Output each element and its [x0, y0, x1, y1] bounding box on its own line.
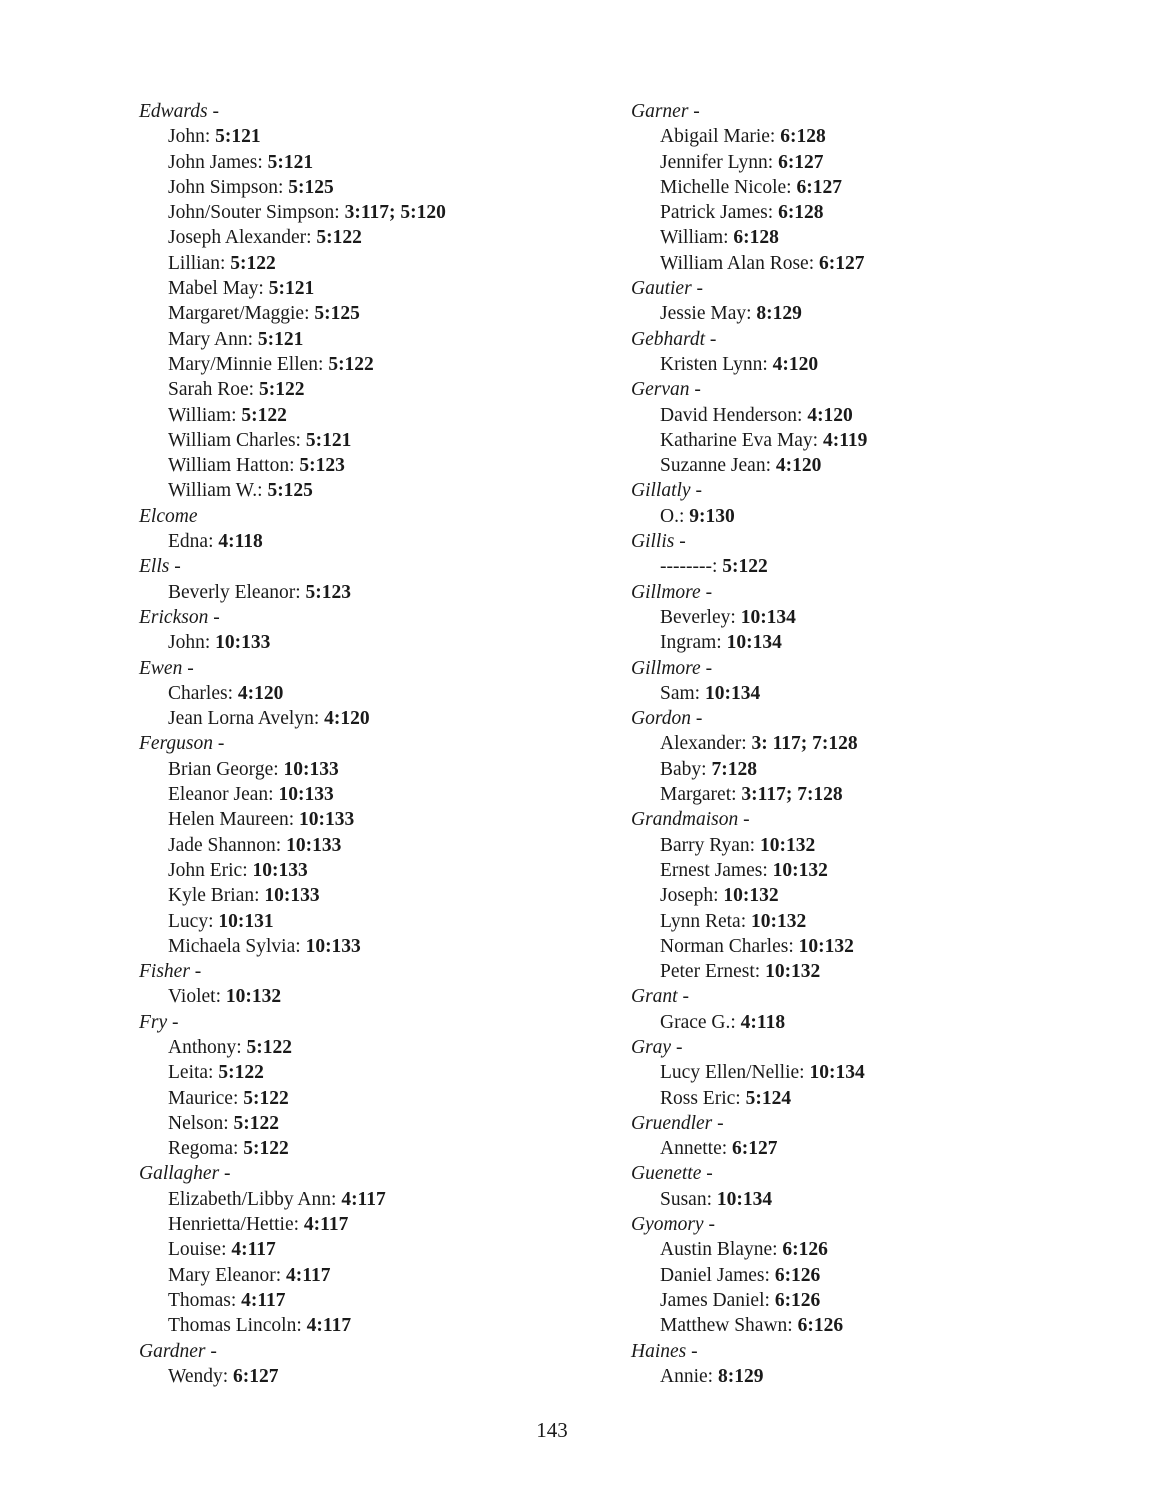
index-entry: [139, 1288, 619, 1313]
entry-name: Ingram:: [660, 632, 727, 654]
entry-name: Matthew Shawn:: [660, 1315, 798, 1337]
entry-reference: 10:132: [798, 935, 854, 957]
entry-name: Violet:: [168, 986, 226, 1008]
index-entry: [631, 1364, 1111, 1389]
index-entry: [631, 833, 1111, 858]
index-entry: [631, 428, 1111, 453]
index-entry: [631, 630, 1111, 655]
entry-reference: 4:120: [775, 455, 822, 477]
index-entry: [139, 706, 619, 731]
page-number: 143: [536, 1418, 568, 1442]
index-entry: [139, 630, 619, 655]
entry-reference: 4:120: [772, 353, 819, 375]
entry-name: John Eric:: [168, 859, 253, 881]
entry-name: Margaret/Maggie:: [168, 303, 315, 325]
entry-reference: 10:132: [759, 834, 816, 856]
surname-heading: Edwards -: [139, 101, 219, 122]
entry-reference: 5:122: [243, 1138, 289, 1160]
entry-reference: 5:122: [230, 252, 276, 274]
entry-name: Wendy:: [168, 1365, 234, 1387]
entry-reference: 10:133: [278, 784, 334, 806]
entry-reference: 10:133: [215, 632, 271, 654]
index-entry: [139, 1212, 619, 1237]
surname-heading: Gallagher -: [139, 1163, 231, 1185]
index-entry: [631, 1237, 1111, 1262]
index-entry: [631, 453, 1111, 478]
index-entry: [139, 352, 619, 377]
surname-heading: Fry -: [139, 1011, 179, 1033]
entry-name: Joseph Alexander:: [168, 227, 317, 249]
index-entry: [631, 1060, 1111, 1085]
entry-name: Daniel James:: [660, 1264, 775, 1286]
entry-reference: 4:120: [807, 404, 853, 426]
entry-name: --------:: [660, 556, 723, 578]
index-entry: [631, 1288, 1111, 1313]
entry-name: Abigail Marie:: [660, 126, 781, 148]
entry-reference: 6:127: [778, 151, 824, 173]
index-entry: [139, 1364, 619, 1389]
surname-heading: Ells -: [139, 556, 181, 578]
surname-heading: Gillatly -: [631, 480, 702, 502]
index-entry: [139, 1035, 619, 1060]
entry-reference: 6:127: [233, 1365, 279, 1387]
entry-reference: 4:117: [241, 1289, 286, 1311]
entry-name: Thomas Lincoln:: [168, 1315, 307, 1337]
entry-name: John:: [168, 632, 216, 654]
entry-reference: 6:127: [732, 1138, 778, 1160]
entry-name: Sam:: [660, 682, 705, 704]
index-entry: [631, 934, 1111, 959]
entry-reference: 4:118: [218, 531, 263, 553]
index-entry: [139, 1086, 619, 1111]
entry-reference: 5:121: [268, 278, 315, 300]
index-entry: [139, 681, 619, 706]
index-entry: [139, 403, 619, 428]
entry-reference: 9:130: [689, 505, 735, 527]
entry-reference: 4:120: [237, 682, 284, 704]
entry-name: Lucy:: [168, 910, 219, 932]
index-entry: [139, 428, 619, 453]
entry-reference: 6:126: [774, 1264, 821, 1286]
index-entry: [631, 301, 1111, 326]
entry-name: William:: [660, 227, 734, 249]
index-entry: [631, 403, 1111, 428]
entry-name: Elizabeth/Libby Ann:: [168, 1188, 342, 1210]
index-entry: [631, 959, 1111, 984]
entry-reference: 5:122: [218, 1062, 264, 1084]
entry-reference: 5:122: [246, 1036, 293, 1058]
index-entry: [139, 529, 619, 554]
entry-reference: 10:133: [299, 809, 355, 831]
surname-heading: Haines -: [631, 1340, 698, 1362]
index-entry: [139, 807, 619, 832]
entry-name: Mary Eleanor:: [168, 1264, 287, 1286]
entry-name: John:: [168, 126, 216, 148]
entry-name: Annie:: [660, 1365, 718, 1387]
entry-reference: 4:120: [324, 708, 370, 730]
index-entry: [139, 909, 619, 934]
entry-reference: 5:122: [722, 556, 768, 578]
index-entry: [631, 225, 1111, 250]
index-entry: [139, 858, 619, 883]
surname-heading: Grandmaison -: [631, 809, 750, 831]
entry-name: Helen Maureen:: [168, 809, 300, 831]
entry-reference: 4:118: [740, 1011, 786, 1033]
entry-reference: 5:122: [243, 1087, 289, 1109]
index-entry: [139, 301, 619, 326]
surname-heading: Fisher -: [139, 961, 202, 983]
entry-name: Grace G.:: [660, 1011, 741, 1033]
surname-heading: Gillis -: [631, 531, 686, 553]
entry-reference: 6:128: [778, 202, 824, 224]
entry-reference: 4:117: [341, 1188, 386, 1210]
surname-heading: Ferguson -: [139, 733, 225, 755]
index-entry: [631, 1263, 1111, 1288]
entry-reference: 10:132: [723, 885, 779, 907]
entry-name: Michaela Sylvia:: [168, 935, 306, 957]
entry-reference: 5:123: [305, 581, 352, 603]
entry-name: Jean Lorna Avelyn:: [168, 708, 325, 730]
entry-reference: 5:125: [267, 480, 313, 502]
index-entry: [139, 1111, 619, 1136]
entry-name: Mabel May:: [168, 278, 269, 300]
entry-name: Joseph:: [660, 885, 724, 907]
entry-name: John/Souter Simpson:: [168, 202, 345, 224]
index-entry: [139, 1237, 619, 1262]
index-entry: [139, 327, 619, 352]
entry-name: Jade Shannon:: [168, 834, 287, 856]
entry-name: Michelle Nicole:: [660, 176, 797, 198]
index-entry: [631, 1010, 1111, 1035]
entry-reference: 5:123: [299, 455, 345, 477]
surname-heading: Garner -: [631, 101, 700, 122]
entry-reference: 10:134: [726, 632, 782, 654]
entry-reference: 5:122: [328, 353, 374, 375]
entry-reference: 10:134: [740, 606, 796, 628]
entry-name: Jennifer Lynn:: [660, 151, 779, 173]
index-entry: [631, 1086, 1111, 1111]
index-entry: [139, 833, 619, 858]
surname-heading: Gautier -: [631, 278, 704, 300]
entry-reference: 6:127: [796, 176, 842, 198]
index-entry: [631, 504, 1111, 529]
index-entry: [139, 1060, 619, 1085]
index-entry: [631, 1313, 1111, 1338]
index-entry: [631, 1187, 1111, 1212]
entry-reference: 10:132: [751, 910, 807, 932]
entry-reference: 5:121: [257, 328, 304, 350]
surname-heading: Erickson -: [139, 606, 220, 628]
entry-reference: 3:117; 5:120: [344, 202, 446, 224]
index-entry: [139, 883, 619, 908]
index-entry: [139, 782, 619, 807]
surname-heading: Gervan -: [631, 379, 701, 401]
entry-name: Nelson:: [168, 1112, 234, 1134]
entry-name: Austin Blayne:: [660, 1239, 783, 1261]
entry-reference: 5:122: [316, 227, 362, 249]
index-entry: [139, 757, 619, 782]
entry-name: Katharine Eva May:: [660, 429, 823, 451]
entry-reference: 4:117: [306, 1315, 352, 1337]
entry-name: Mary Ann:: [168, 328, 258, 350]
entry-name: Margaret:: [660, 784, 742, 806]
index-entry: [139, 175, 619, 200]
surname-heading: Gardner -: [139, 1340, 217, 1362]
index-entry: [631, 909, 1111, 934]
entry-name: Louise:: [168, 1239, 232, 1261]
entry-name: John James:: [168, 151, 268, 173]
entry-name: O.:: [660, 505, 690, 527]
entry-name: Baby:: [660, 758, 712, 780]
surname-heading: Guenette -: [631, 1163, 713, 1185]
entry-reference: 5:121: [267, 151, 314, 173]
index-entry: [139, 124, 619, 149]
index-entry: [631, 605, 1111, 630]
index-entry: [139, 580, 619, 605]
entry-reference: 4:117: [231, 1239, 276, 1261]
entry-reference: 8:129: [717, 1365, 764, 1387]
index-entry: [631, 251, 1111, 276]
entry-name: Lillian:: [168, 252, 231, 274]
entry-name: Brian George:: [168, 758, 284, 780]
entry-name: Ernest James:: [660, 859, 773, 881]
entry-reference: 7:128: [711, 758, 757, 780]
entry-name: Barry Ryan:: [660, 834, 760, 856]
entry-reference: 10:134: [704, 682, 761, 704]
entry-name: Jessie May:: [660, 303, 757, 325]
entry-name: Ross Eric:: [660, 1087, 746, 1109]
index-entry: [139, 200, 619, 225]
entry-reference: 6:126: [797, 1315, 844, 1337]
entry-name: Anthony:: [168, 1036, 247, 1058]
entry-reference: 10:133: [264, 885, 320, 907]
entry-reference: 5:122: [241, 404, 287, 426]
entry-reference: 6:128: [733, 227, 779, 249]
entry-name: Lynn Reta:: [660, 910, 751, 932]
index-column-right: [631, 99, 1111, 1389]
entry-name: Peter Ernest:: [660, 961, 766, 983]
entry-reference: 6:128: [780, 126, 826, 148]
entry-reference: 5:124: [745, 1087, 792, 1109]
index-entry: [631, 150, 1111, 175]
entry-reference: 10:133: [283, 758, 339, 780]
surname-heading: Gillmore -: [631, 657, 713, 679]
entry-name: Regoma:: [168, 1138, 244, 1160]
index-entry: [631, 883, 1111, 908]
entry-reference: 5:122: [233, 1112, 280, 1134]
entry-name: Beverley:: [660, 606, 741, 628]
index-entry: [631, 681, 1111, 706]
entry-name: Beverly Eleanor:: [168, 581, 306, 603]
entry-name: Suzanne Jean:: [660, 455, 776, 477]
entry-reference: 5:121: [215, 126, 261, 148]
entry-reference: 4:117: [286, 1264, 331, 1286]
index-entry: [139, 984, 619, 1009]
entry-reference: 10:132: [772, 859, 828, 881]
index-entry: [139, 934, 619, 959]
index-entry: [139, 225, 619, 250]
entry-reference: 10:132: [765, 961, 821, 983]
index-entry: [139, 377, 619, 402]
entry-reference: 10:133: [286, 834, 342, 856]
entry-name: William Alan Rose:: [660, 252, 819, 274]
index-entry: [631, 858, 1111, 883]
entry-reference: 10:134: [809, 1062, 865, 1084]
surname-heading: Ewen -: [139, 657, 194, 679]
entry-reference: 5:125: [288, 176, 334, 198]
index-entry: [631, 1136, 1111, 1161]
entry-name: William:: [168, 404, 242, 426]
index-entry: [631, 731, 1111, 756]
entry-name: John Simpson:: [168, 176, 289, 198]
index-entry: [139, 1263, 619, 1288]
entry-name: Maurice:: [168, 1087, 244, 1109]
surname-heading: Gebhardt -: [631, 328, 717, 350]
entry-reference: 6:126: [774, 1289, 821, 1311]
entry-name: Edna:: [168, 531, 219, 553]
entry-reference: 10:131: [218, 910, 274, 932]
entry-name: Henrietta/Hettie:: [168, 1214, 304, 1236]
entry-reference: 10:133: [252, 859, 308, 881]
index-entry: [631, 175, 1111, 200]
entry-name: Thomas:: [168, 1289, 242, 1311]
index-entry: [139, 1136, 619, 1161]
surname-heading: Gordon -: [631, 708, 703, 730]
entry-name: William Hatton:: [168, 455, 300, 477]
entry-reference: 6:127: [819, 252, 865, 274]
entry-name: Kristen Lynn:: [660, 353, 773, 375]
index-entry: [139, 251, 619, 276]
index-entry: [631, 757, 1111, 782]
entry-name: Annette:: [660, 1138, 733, 1160]
entry-reference: 3: 117; 7:128: [751, 733, 858, 755]
surname-heading: Elcome: [139, 505, 198, 527]
entry-name: William W.:: [168, 480, 268, 502]
entry-name: Kyle Brian:: [168, 885, 265, 907]
surname-heading: Gruendler -: [631, 1112, 724, 1134]
index-entry: [631, 200, 1111, 225]
entry-name: Alexander:: [660, 733, 752, 755]
entry-reference: 5:125: [314, 303, 360, 325]
index-entry: [631, 554, 1111, 579]
entry-name: Mary/Minnie Ellen:: [168, 353, 329, 375]
index-entry: [139, 276, 619, 301]
entry-name: James Daniel:: [660, 1289, 775, 1311]
surname-heading: Grant -: [631, 986, 689, 1008]
surname-heading: Gillmore -: [631, 581, 713, 603]
index-entry: [139, 478, 619, 503]
entry-name: Sarah Roe:: [168, 379, 259, 401]
entry-reference: 3:117; 7:128: [741, 784, 843, 806]
entry-name: Norman Charles:: [660, 935, 799, 957]
surname-heading: Gray -: [631, 1036, 683, 1058]
entry-name: Leita:: [168, 1062, 219, 1084]
index-entry: [139, 150, 619, 175]
index-entry: [139, 1313, 619, 1338]
index-column-left: [139, 99, 619, 1389]
entry-reference: 5:121: [305, 429, 352, 451]
entry-name: David Henderson:: [660, 404, 808, 426]
surname-heading: Gyomory -: [631, 1214, 715, 1236]
entry-reference: 10:133: [305, 935, 361, 957]
index-entry: [139, 453, 619, 478]
entry-name: Charles:: [168, 682, 238, 704]
index-entry: [139, 1187, 619, 1212]
entry-reference: 5:122: [258, 379, 305, 401]
entry-name: Lucy Ellen/Nellie:: [660, 1062, 810, 1084]
index-entry: [631, 352, 1111, 377]
entry-name: William Charles:: [168, 429, 306, 451]
entry-reference: 6:126: [782, 1239, 828, 1261]
entry-name: Eleanor Jean:: [168, 784, 279, 806]
index-entry: [631, 782, 1111, 807]
entry-reference: 8:129: [756, 303, 802, 325]
entry-reference: 4:117: [303, 1214, 349, 1236]
entry-reference: 10:132: [225, 986, 282, 1008]
entry-name: Patrick James:: [660, 202, 779, 224]
entry-reference: 10:134: [716, 1188, 773, 1210]
entry-reference: 4:119: [822, 429, 868, 451]
entry-name: Susan:: [660, 1188, 717, 1210]
index-entry: [631, 124, 1111, 149]
